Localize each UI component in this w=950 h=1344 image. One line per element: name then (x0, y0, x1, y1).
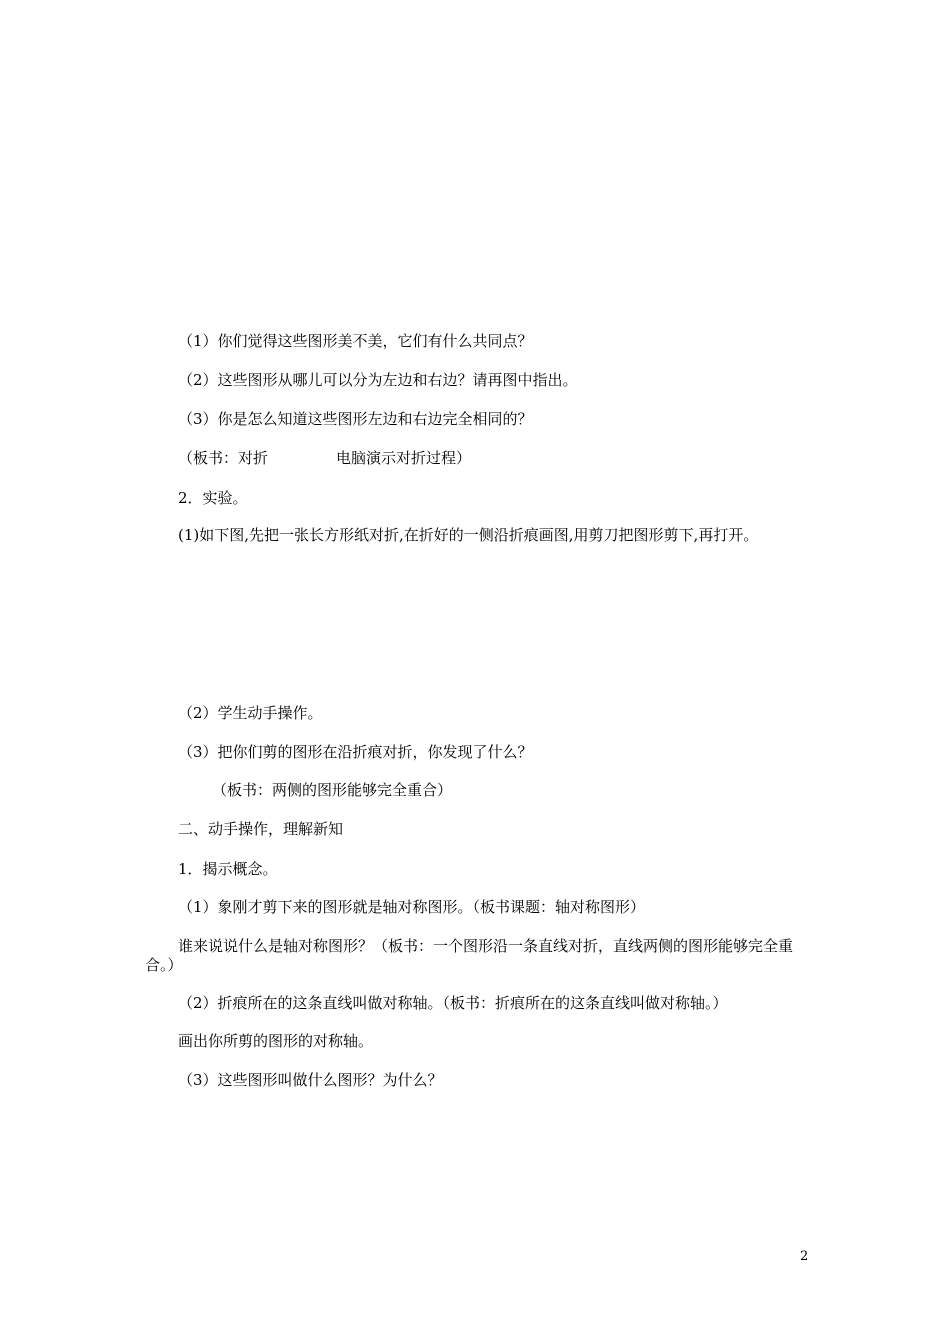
board-note-demo: 电脑演示对折过程） (336, 449, 472, 467)
concept-paragraph-5: （3）这些图形叫做什么图形？为什么？ (178, 1071, 443, 1089)
concept-heading: 1．揭示概念。 (178, 860, 278, 878)
concept-paragraph-4: 画出你所剪的图形的对称轴。 (178, 1032, 374, 1050)
question-1: （1）你们觉得这些图形美不美，它们有什么共同点？ (178, 332, 533, 350)
board-note-overlap: （板书：两侧的图形能够完全重合） (212, 781, 453, 799)
page-number: 2 (800, 1249, 809, 1264)
section-2-heading: 二、动手操作，理解新知 (178, 820, 344, 838)
question-2: （2）这些图形从哪儿可以分为左边和右边？请再图中指出。 (178, 371, 578, 389)
concept-paragraph-3: （2）折痕所在的这条直线叫做对称轴。（板书：折痕所在的这条直线叫做对称轴。） (178, 994, 728, 1012)
concept-paragraph-1: （1）象刚才剪下来的图形就是轴对称图形。（板书课题：轴对称图形） (178, 898, 646, 916)
concept-paragraph-2: 谁来说说什么是轴对称图形？（板书：一个图形沿一条直线对折，直线两侧的图形能够完全重合。） (145, 937, 794, 974)
question-3: （3）你是怎么知道这些图形左边和右边完全相同的？ (178, 410, 533, 428)
experiment-heading: 2．实验。 (178, 489, 248, 507)
experiment-step-2: （2）学生动手操作。 (178, 704, 323, 722)
board-note-fold: （板书：对折 (178, 449, 269, 467)
experiment-step-1: (1)如下图,先把一张长方形纸对折,在折好的一侧沿折痕画图,用剪刀把图形剪下,再打开。 (178, 526, 759, 544)
experiment-step-3: （3）把你们剪的图形在沿折痕对折，你发现了什么？ (178, 743, 533, 761)
